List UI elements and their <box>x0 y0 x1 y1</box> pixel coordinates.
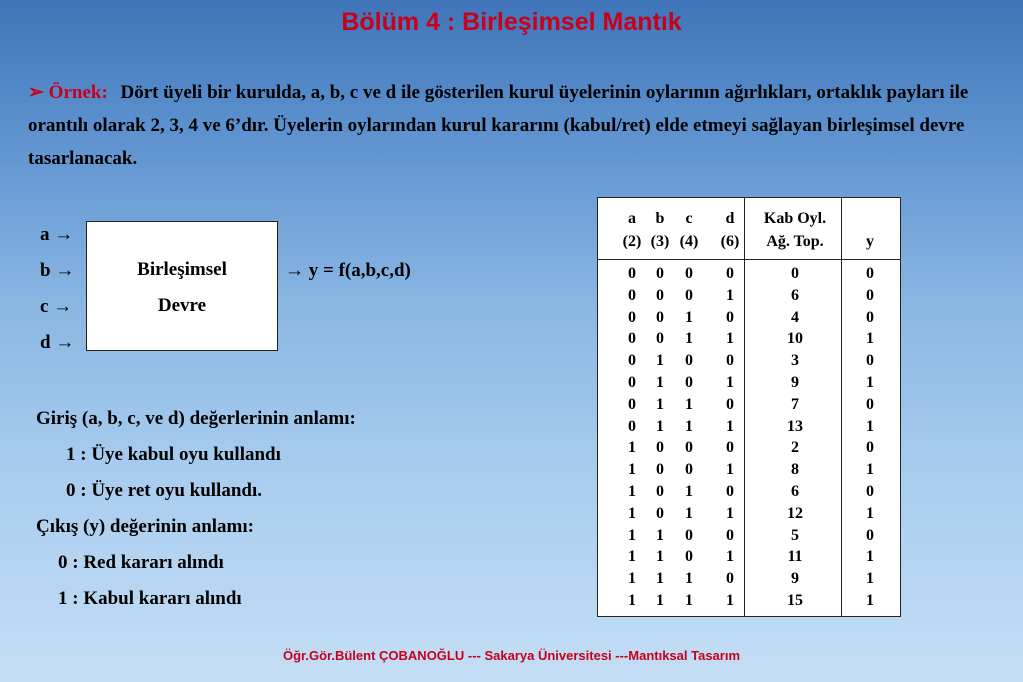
cell-a: 1 <box>628 592 636 609</box>
example-label: Örnek: <box>48 82 108 103</box>
cell-c: 0 <box>685 286 693 304</box>
header-b-weight: (3) <box>650 233 670 250</box>
cell-weight-sum: 0 <box>791 265 799 282</box>
cell-c: 1 <box>685 504 693 522</box>
cell-y: 1 <box>866 570 874 588</box>
cell-d: 1 <box>726 286 734 304</box>
header-y-weight: y <box>866 233 874 250</box>
footer-credit: Öğr.Gör.Bülent ÇOBANOĞLU --- Sakarya Üniversitesi ---Mantıksal Tasarım <box>282 648 741 663</box>
output-meaning-0: 0 : Red kararı alındı <box>58 552 224 573</box>
input-c: c → <box>40 296 73 317</box>
box-label-line1: Birleşimsel <box>137 259 227 280</box>
header-c: c <box>685 210 693 227</box>
cell-b: 1 <box>656 548 664 566</box>
cell-y: 1 <box>866 461 874 479</box>
cell-b: 1 <box>656 374 664 391</box>
cell-weight-sum: 11 <box>787 548 803 566</box>
output-meaning-heading: Çıkış (y) değerinin anlamı: <box>36 516 254 537</box>
cell-d: 0 <box>726 439 734 457</box>
input-labels <box>40 222 74 366</box>
cell-y: 0 <box>866 483 874 500</box>
cell-d: 0 <box>726 395 734 413</box>
cell-a: 0 <box>628 352 636 370</box>
cell-y: 1 <box>866 330 874 348</box>
cell-c: 1 <box>685 483 693 500</box>
cell-a: 0 <box>628 330 636 348</box>
cell-a: 0 <box>628 265 636 282</box>
input-d: d → <box>40 332 75 353</box>
combinational-circuit-box <box>86 221 278 351</box>
cell-b: 1 <box>656 395 664 413</box>
bullet-arrow-icon: ➢ <box>28 82 44 103</box>
cell-weight-sum: 8 <box>791 461 799 479</box>
cell-b: 0 <box>656 439 664 457</box>
cell-weight-sum: 6 <box>791 483 799 500</box>
input-meaning-1: 1 : Üye kabul oyu kullandı <box>66 444 281 465</box>
cell-a: 1 <box>628 570 636 588</box>
cell-c: 1 <box>685 330 693 348</box>
cell-y: 1 <box>866 504 874 522</box>
cell-y: 0 <box>866 265 874 282</box>
cell-y: 1 <box>866 548 874 566</box>
cell-b: 0 <box>656 286 664 304</box>
cell-c: 1 <box>685 395 693 413</box>
cell-d: 1 <box>726 461 734 479</box>
cell-y: 1 <box>866 417 874 435</box>
cell-d: 1 <box>726 330 734 348</box>
output-meaning-1: 1 : Kabul kararı alındı <box>58 588 242 609</box>
cell-a: 1 <box>628 439 636 457</box>
cell-weight-sum: 4 <box>791 308 799 326</box>
cell-weight-sum: 15 <box>787 592 803 609</box>
cell-y: 0 <box>866 352 874 370</box>
input-meaning-0: 0 : Üye ret oyu kullandı. <box>66 480 263 501</box>
output-label: → y = f(a,b,c,d) <box>285 260 411 281</box>
cell-c: 0 <box>685 265 693 282</box>
cell-c: 1 <box>685 570 693 588</box>
cell-d: 0 <box>726 352 734 370</box>
cell-a: 1 <box>628 483 636 500</box>
cell-a: 1 <box>628 548 636 566</box>
header-weight-sum: Kab Oyl. <box>763 210 827 227</box>
cell-y: 1 <box>866 374 874 391</box>
cell-weight-sum: 12 <box>787 504 803 522</box>
cell-d: 0 <box>726 265 734 282</box>
cell-b: 1 <box>656 352 664 370</box>
example-paragraph <box>28 76 988 175</box>
cell-d: 1 <box>726 592 734 609</box>
cell-a: 0 <box>628 417 636 435</box>
cell-b: 1 <box>656 417 664 435</box>
header-a: a <box>628 210 636 227</box>
cell-c: 1 <box>685 417 693 435</box>
meaning-description <box>36 405 356 621</box>
cell-c: 0 <box>685 526 693 544</box>
header-y <box>850 208 890 230</box>
cell-weight-sum: 7 <box>791 395 799 413</box>
cell-weight-sum: 13 <box>787 417 803 435</box>
cell-d: 0 <box>726 483 734 500</box>
slide-title: Bölüm 4 : Birleşimsel Mantık <box>341 8 682 36</box>
input-a: a → <box>40 224 74 245</box>
header-d-weight: (6) <box>720 233 740 250</box>
cell-c: 0 <box>685 548 693 566</box>
cell-weight-sum: 2 <box>791 439 799 457</box>
cell-b: 1 <box>656 570 664 588</box>
cell-d: 1 <box>726 374 734 391</box>
cell-a: 1 <box>628 504 636 522</box>
header-weight-sum-weight: Ağ. Top. <box>766 233 824 250</box>
cell-y: 0 <box>866 308 874 326</box>
cell-c: 1 <box>685 592 693 609</box>
cell-weight-sum: 10 <box>787 330 803 348</box>
cell-y: 0 <box>866 286 874 304</box>
table-header-divider <box>598 259 900 260</box>
cell-c: 0 <box>685 439 693 457</box>
input-b: b → <box>40 260 75 281</box>
cell-d: 1 <box>726 504 734 522</box>
truth-table <box>597 197 901 617</box>
cell-y: 1 <box>866 592 874 609</box>
header-c-weight: (4) <box>679 233 699 250</box>
cell-b: 1 <box>656 592 664 609</box>
cell-a: 0 <box>628 395 636 413</box>
cell-b: 0 <box>656 483 664 500</box>
cell-c: 0 <box>685 352 693 370</box>
cell-b: 0 <box>656 308 664 326</box>
cell-a: 1 <box>628 461 636 479</box>
cell-c: 0 <box>685 461 693 479</box>
cell-b: 0 <box>656 461 664 479</box>
cell-d: 0 <box>726 526 734 544</box>
cell-d: 1 <box>726 417 734 435</box>
cell-y: 0 <box>866 439 874 457</box>
cell-c: 1 <box>685 308 693 326</box>
cell-d: 0 <box>726 308 734 326</box>
cell-a: 0 <box>628 374 636 391</box>
table-divider <box>841 198 842 616</box>
cell-y: 0 <box>866 395 874 413</box>
box-label-line2: Devre <box>157 295 207 316</box>
header-a-weight: (2) <box>622 233 642 250</box>
cell-d: 0 <box>726 570 734 588</box>
cell-weight-sum: 6 <box>791 286 799 304</box>
cell-weight-sum: 9 <box>791 374 799 391</box>
cell-b: 0 <box>656 504 664 522</box>
cell-a: 0 <box>628 308 636 326</box>
cell-b: 0 <box>656 330 664 348</box>
cell-b: 0 <box>656 265 664 282</box>
cell-c: 0 <box>685 374 693 391</box>
header-d: d <box>725 210 735 227</box>
cell-b: 1 <box>656 526 664 544</box>
cell-a: 1 <box>628 526 636 544</box>
cell-y: 0 <box>866 526 874 544</box>
header-b: b <box>655 210 665 227</box>
cell-d: 1 <box>726 548 734 566</box>
input-meaning-heading: Giriş (a, b, c, ve d) değerlerinin anlamı: <box>36 408 356 429</box>
example-text: Dört üyeli bir kurulda, a, b, c ve d ile gösterilen kurul üyelerinin oylarının ağırlıkları, ortaklık payları ile orantılı olarak 2, 3, 4 ve 6’dır. Üyelerin oylarından kurul kararını (kabul/ret) elde etmeyi sağlayan birleşimsel devre tasarlanacak. <box>28 82 969 169</box>
cell-weight-sum: 9 <box>791 570 799 588</box>
cell-weight-sum: 3 <box>791 352 799 370</box>
cell-weight-sum: 5 <box>791 526 799 544</box>
cell-a: 0 <box>628 286 636 304</box>
